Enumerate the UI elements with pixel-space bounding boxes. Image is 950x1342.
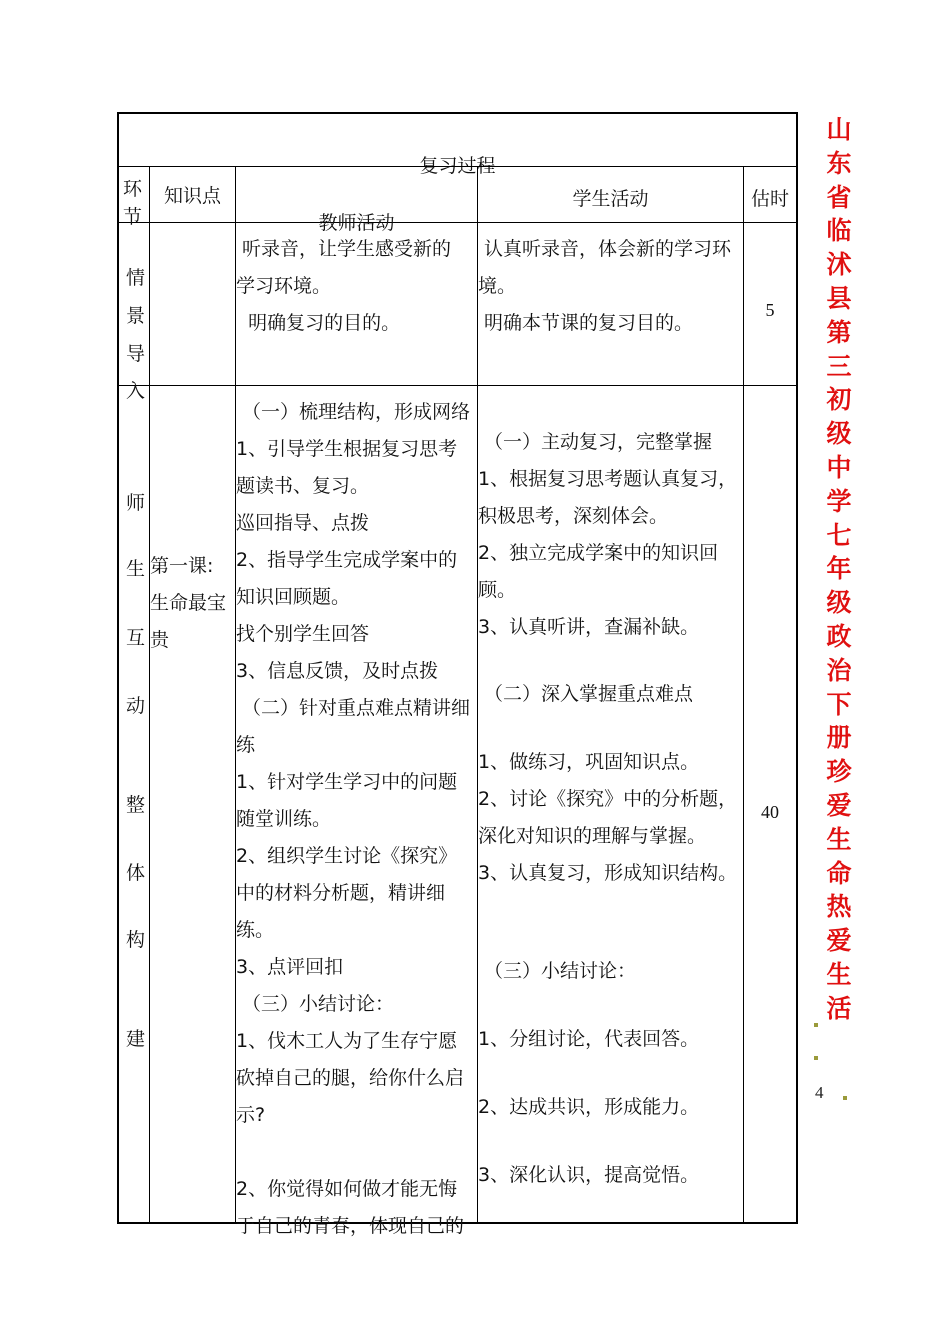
row2-teacher-line: 砍掉自己的腿，给你什么启	[236, 1067, 465, 1089]
row2-teacher-line: 找个别学生回答	[236, 623, 370, 645]
row2-teacher-line: 巡回指导、点拨	[236, 512, 370, 534]
row2-teacher-line: 1、伐木工人为了生存宁愿	[236, 1030, 458, 1052]
row2-student-line: 积极思考，深刻体会。	[478, 505, 669, 527]
side-title-char: 命	[826, 858, 852, 888]
row2-teacher-line: 题读书、复习。	[236, 475, 370, 497]
row2-knowledge	[150, 386, 235, 1226]
row2-teacher-line: 2、指导学生完成学案中的	[236, 549, 458, 571]
row2-student-line: 2、讨论《探究》中的分析题，	[478, 788, 738, 810]
row2-teacher-line: 3、信息反馈，及时点拨	[236, 660, 439, 682]
row2-stage-char: 生	[126, 558, 146, 580]
side-title-char: 中	[826, 452, 852, 482]
row2-teacher-line: 知识回顾题。	[236, 586, 351, 608]
side-title-char: 政	[826, 621, 852, 651]
section-title-clip	[119, 144, 796, 177]
side-title-char: 爱	[826, 926, 852, 956]
row2-teacher-line: 2、你觉得如何做才能无悔	[236, 1178, 458, 1200]
row1-teacher	[236, 223, 477, 385]
row2-stage-char: 构	[126, 929, 146, 951]
row2-knowledge-line: 第一课:	[150, 555, 214, 577]
row2-teacher-line: （三）小结讨论：	[236, 993, 395, 1015]
side-title-char: 临	[826, 216, 852, 246]
row2-teacher-line: （二）针对重点难点精讲细	[236, 697, 471, 719]
row2-time: 40	[761, 802, 779, 822]
row2-student-line: 1、做练习，巩固知识点。	[478, 751, 700, 773]
row1-time: 5	[765, 300, 775, 320]
row2-student-line: 3、认真复习，形成知识结构。	[478, 862, 738, 884]
row2-student-line: 1、分组讨论，代表回答。	[478, 1028, 700, 1050]
row2-teacher-line: 中的材料分析题，精讲细	[236, 882, 446, 904]
side-title-char: 生	[826, 959, 852, 989]
row2-teacher-line: 1、引导学生根据复习思考	[236, 438, 458, 460]
side-title-text	[822, 113, 856, 1026]
row2-student-line: （三）小结讨论：	[478, 960, 637, 982]
row2-student-line: 1、根据复习思考题认真复习，	[478, 468, 738, 490]
header-time: 估时	[750, 188, 789, 210]
row2-stage-char: 互	[126, 627, 146, 649]
row1-stage-char: 情	[126, 267, 146, 289]
row1-teacher-line: 听录音，让学生感受新的	[236, 238, 452, 260]
side-title-char: 山	[826, 115, 852, 144]
side-title-char: 级	[826, 419, 852, 449]
lesson-table	[117, 112, 798, 1237]
row1-stage-char: 入	[126, 380, 146, 402]
row1-teacher-line: 学习环境。	[236, 275, 332, 297]
row2-teacher-line: 练	[236, 734, 256, 756]
side-title-char: 学	[826, 486, 852, 516]
row2-student-line: （一）主动复习，完整掌握	[478, 431, 713, 453]
header-teacher: 教师活动	[318, 212, 395, 234]
row2-teacher	[236, 386, 477, 1237]
dot-marker	[814, 1023, 818, 1027]
row2-student-line: 深化对知识的理解与掌握。	[478, 825, 707, 847]
row2-student-line: 2、独立完成学案中的知识回	[478, 542, 719, 564]
side-title-char: 三	[826, 351, 852, 381]
side-title-char: 第	[826, 317, 852, 347]
side-title-char: 活	[826, 993, 852, 1023]
row2-student	[478, 386, 743, 1226]
header-stage-clip	[121, 167, 149, 228]
side-title-char: 沭	[826, 250, 852, 280]
side-title-char: 热	[826, 892, 852, 922]
row2-teacher-line: 于自己的青春，体现自己的	[236, 1215, 465, 1237]
row1-stage-char: 景	[126, 305, 146, 327]
side-title-char: 爱	[826, 790, 852, 820]
header-teacher-clip	[236, 167, 477, 234]
row2-student-line: 顾。	[478, 579, 517, 601]
row2-stage-char: 整	[126, 794, 146, 816]
row2-teacher-line: 2、组织学生讨论《探究》	[236, 845, 458, 867]
row2-student-line: 3、深化认识，提高觉悟。	[478, 1164, 700, 1186]
row2-student-line: 2、达成共识，形成能力。	[478, 1096, 700, 1118]
col-line-4	[743, 166, 744, 1222]
row2-teacher-line: （一）梳理结构，形成网络	[236, 401, 471, 423]
dot-marker	[814, 1056, 818, 1060]
dot-marker	[843, 1096, 847, 1100]
row2-teacher-line: 1、针对学生学习中的问题	[236, 771, 458, 793]
side-title-char: 级	[826, 588, 852, 618]
row2-stage-char: 建	[126, 1028, 146, 1050]
side-title-char: 册	[826, 723, 852, 753]
page-number: 4	[815, 1083, 824, 1102]
side-title-char: 下	[826, 689, 852, 719]
row2-stage	[121, 386, 149, 1226]
row2-teacher-line: 练。	[236, 919, 275, 941]
side-title-char: 初	[826, 385, 852, 415]
side-title-char: 治	[826, 655, 852, 685]
row1-stage-char: 导	[126, 343, 146, 365]
side-title-char: 东	[826, 148, 852, 178]
row2-teacher-line: 3、点评回扣	[236, 956, 344, 978]
row2-teacher-line: 示?	[236, 1104, 266, 1126]
side-title	[822, 113, 856, 1026]
row2-stage-char: 体	[126, 862, 146, 884]
side-title-char: 七	[826, 520, 852, 550]
row1-student-line: 境。	[478, 275, 517, 297]
section-title: 复习过程	[419, 155, 496, 177]
row2-teacher-line: 随堂训练。	[236, 808, 332, 830]
side-title-char: 省	[826, 182, 852, 212]
row2-knowledge-line: 贵	[150, 629, 170, 651]
row1-student-line: 明确本节课的复习目的。	[478, 312, 694, 334]
side-title-char: 县	[826, 283, 852, 313]
row2-stage-char: 师	[126, 492, 146, 514]
row1-stage	[121, 223, 149, 402]
row2-knowledge-line: 生命最宝	[150, 592, 227, 614]
header-stage: 环节	[123, 178, 143, 228]
side-title-char: 珍	[826, 757, 852, 787]
row2-student-line: 3、认真听讲，查漏补缺。	[478, 616, 700, 638]
side-title-char: 年	[826, 554, 852, 584]
row1-teacher-line: 明确复习的目的。	[236, 312, 401, 334]
header-knowledge: 知识点	[163, 185, 221, 207]
side-title-char: 生	[826, 824, 852, 854]
row2-student-line: （二）深入掌握重点难点	[478, 683, 694, 705]
header-student: 学生活动	[572, 188, 649, 210]
row1-student	[478, 223, 743, 385]
row2-stage-char: 动	[126, 695, 146, 717]
row1-student-line: 认真听录音，体会新的学习环	[478, 238, 732, 260]
